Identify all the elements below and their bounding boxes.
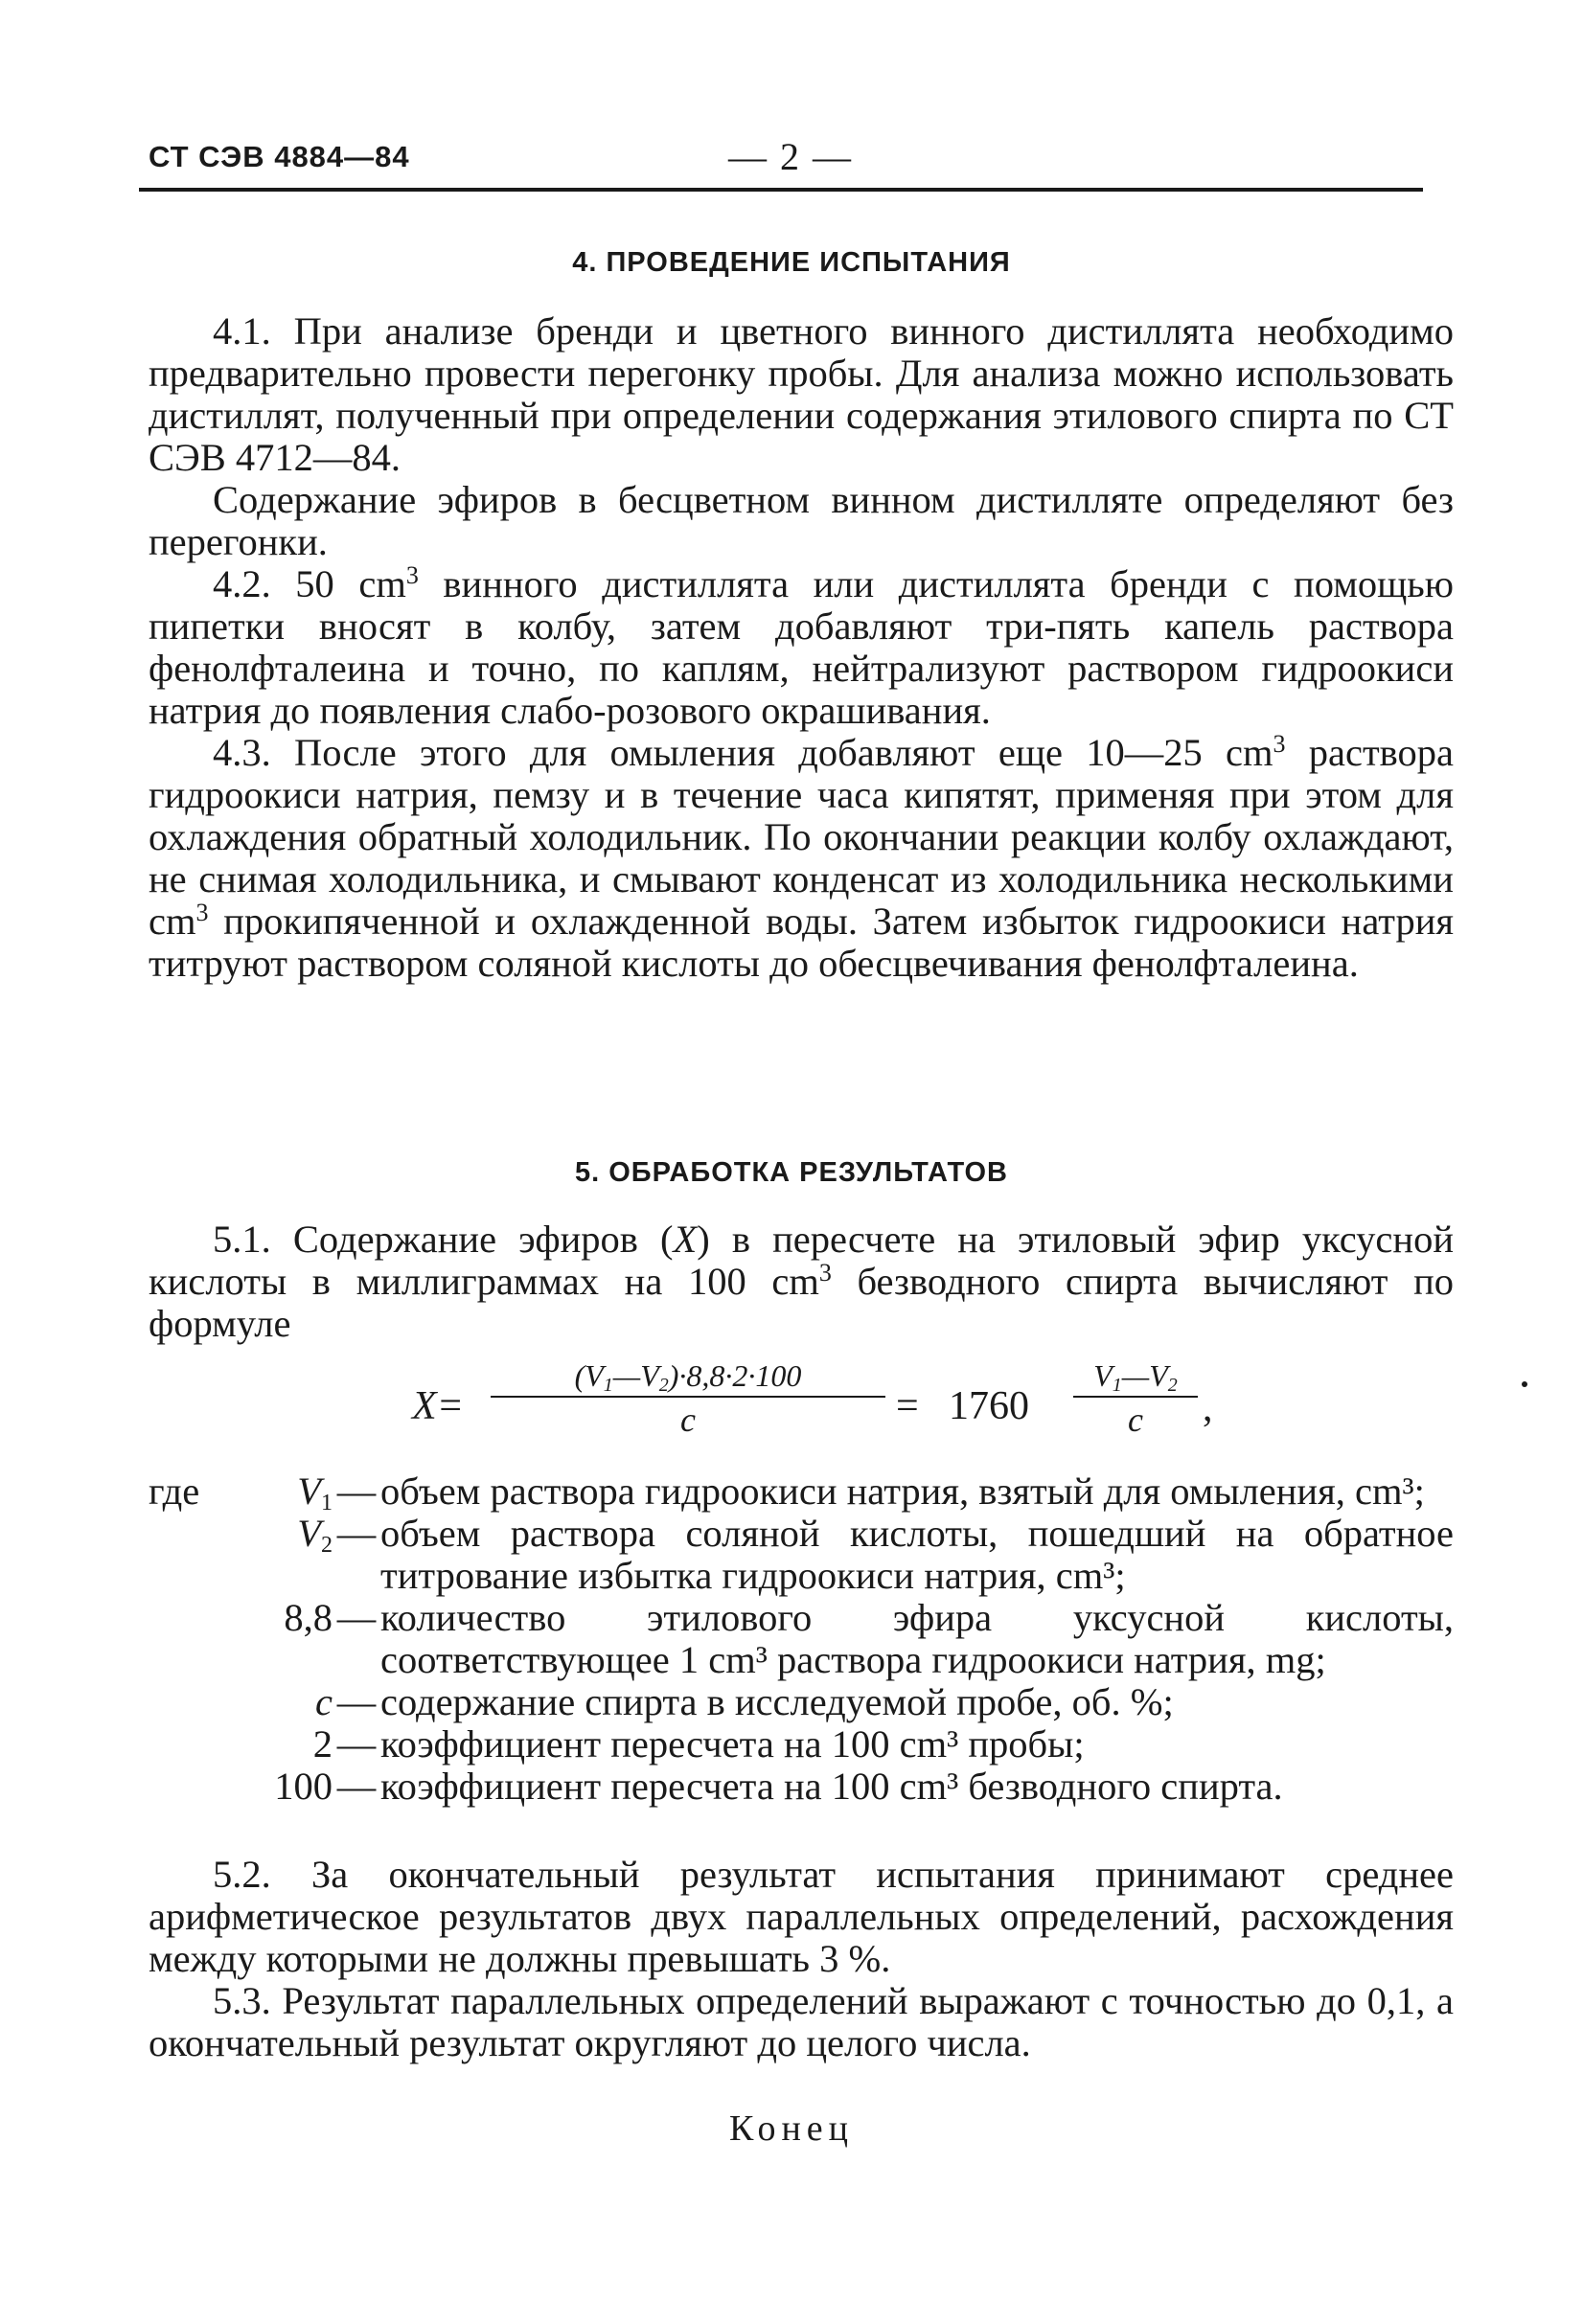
formula-equals: = bbox=[896, 1384, 919, 1428]
section-5-body bbox=[149, 1854, 1454, 2064]
definition-dash: — bbox=[336, 1765, 377, 1808]
definition-text: коэффициент пересчета на 100 cm³ безводного спирта. bbox=[380, 1765, 1283, 1808]
header-rule bbox=[139, 188, 1423, 192]
running-header bbox=[149, 134, 1418, 182]
document-code: СТ СЭВ 4884—84 bbox=[149, 140, 410, 173]
definition-symbol: $V_1$ bbox=[297, 1470, 333, 1515]
definition-text: объем раствора гидроокиси натрия, взятый для омыления, cm³; bbox=[380, 1470, 1425, 1513]
definition-dash: — bbox=[336, 1722, 377, 1766]
section-4-body bbox=[149, 310, 1454, 985]
formula-fraction-2 bbox=[1073, 1358, 1198, 1440]
definition-text: содержание спирта в исследуемой пробе, об. %; bbox=[380, 1680, 1174, 1723]
paragraph-4-3: 4.3. После этого для омыления добавляют еще 10—25 $cm^3$ раствора гидроокиси натрия, пемзу и в течение часа кипятят, применяя при этом для охлаждения обратный холодильник. По окончании реакции колбу охлаждают, не снимая холодильника, и смывают конденсат из холодильника несколькими $cm^3$ прокипяченной и охлажденной воды. Затем избыток гидроокиси натрия титруют раствором соляной кислоты до обесцвечивания фенолфталеина. bbox=[149, 730, 1454, 985]
section-4-title: 4. ПРОВЕДЕНИЕ ИСПЫТАНИЯ bbox=[572, 247, 1011, 278]
definition-dash: — bbox=[336, 1680, 377, 1723]
definition-dash: — bbox=[336, 1470, 377, 1513]
definition-dash: — bbox=[336, 1596, 377, 1639]
end-marker: Конец bbox=[729, 2108, 854, 2149]
paragraph-4-2: 4.2. 50 $cm^3$ винного дистиллята или дистиллята бренди с помощью пипетки вносят в колбу, затем добавляют три-пять капель раствора фенолфталеина и точно, по каплям, нейтрализуют раствором гидроокиси натрия до появления слабо-розового окрашивания. bbox=[149, 561, 1454, 732]
formula-fraction-1 bbox=[491, 1358, 885, 1440]
fraction-2-denominator: c bbox=[1128, 1401, 1143, 1439]
definition-item bbox=[149, 1513, 1454, 1597]
where-lead: где bbox=[149, 1470, 200, 1513]
formula-comma: , bbox=[1203, 1386, 1213, 1430]
section-5-intro bbox=[149, 1219, 1454, 1345]
definition-symbol: 8,8 bbox=[284, 1596, 333, 1639]
variable-definitions bbox=[149, 1470, 1454, 1808]
scan-speck bbox=[1522, 1381, 1527, 1387]
definition-item bbox=[149, 1470, 1454, 1513]
paragraph-5-2: 5.2. За окончательный результат испытания принимают среднее арифметическое результатов двух параллельных определений, расхождения между которыми не должны превышать 3 %. bbox=[149, 1853, 1454, 1980]
fraction-2-numerator: $V_1—V_2$ bbox=[1093, 1358, 1178, 1396]
paragraph-5-1: 5.1. Содержание эфиров (X) в пересчете на этиловый эфир уксусной кислоты в миллиграммах на 100 $cm^3$ безводного спирта вычисляют по формуле bbox=[149, 1218, 1455, 1345]
section-5-title: 5. ОБРАБОТКА РЕЗУЛЬТАТОВ bbox=[574, 1157, 1009, 1188]
definition-item bbox=[149, 1766, 1454, 1808]
definition-text: коэффициент пересчета на 100 cm³ пробы; bbox=[380, 1722, 1085, 1766]
formula-lhs: X= bbox=[412, 1384, 464, 1428]
page-number: — 2 — bbox=[728, 135, 853, 178]
definition-dash: — bbox=[336, 1512, 377, 1555]
paragraph-4-1-note: Содержание эфиров в бесцветном винном дистилляте определяют без перегонки. bbox=[149, 478, 1454, 563]
definition-symbol: 2 bbox=[312, 1722, 333, 1766]
fraction-1-numerator: $(V_1—V_2)\cdot 8,8\cdot 2\cdot 100$ bbox=[574, 1358, 802, 1396]
definition-symbol: 100 bbox=[274, 1765, 333, 1808]
definition-item bbox=[149, 1597, 1454, 1681]
definition-text: количество этилового эфира уксусной кислоты, соответствующее 1 cm³ раствора гидроокиси натрия, mg; bbox=[380, 1596, 1454, 1681]
definition-symbol: $V_2$ bbox=[297, 1512, 333, 1558]
definition-symbol: c bbox=[315, 1680, 333, 1723]
definition-text: объем раствора соляной кислоты, пошедший на обратное титрование избытка гидроокиси натрия, cm³; bbox=[380, 1512, 1454, 1597]
definition-item bbox=[149, 1681, 1454, 1723]
definition-item bbox=[149, 1723, 1454, 1766]
paragraph-4-1: 4.1. При анализе бренди и цветного винного дистиллята необходимо предварительно провести перегонку пробы. Для анализа можно использовать дистиллят, полученный при определении содержания этилового спирта по СТ СЭВ 4712—84. bbox=[149, 309, 1454, 479]
paragraph-5-3: 5.3. Результат параллельных определений выражают с точностью до 0,1, а окончательный результат округляют до целого числа. bbox=[149, 1979, 1454, 2064]
formula-coefficient: 1760 bbox=[949, 1384, 1029, 1428]
fraction-1-denominator: c bbox=[680, 1401, 696, 1439]
ester-formula bbox=[412, 1358, 1255, 1464]
